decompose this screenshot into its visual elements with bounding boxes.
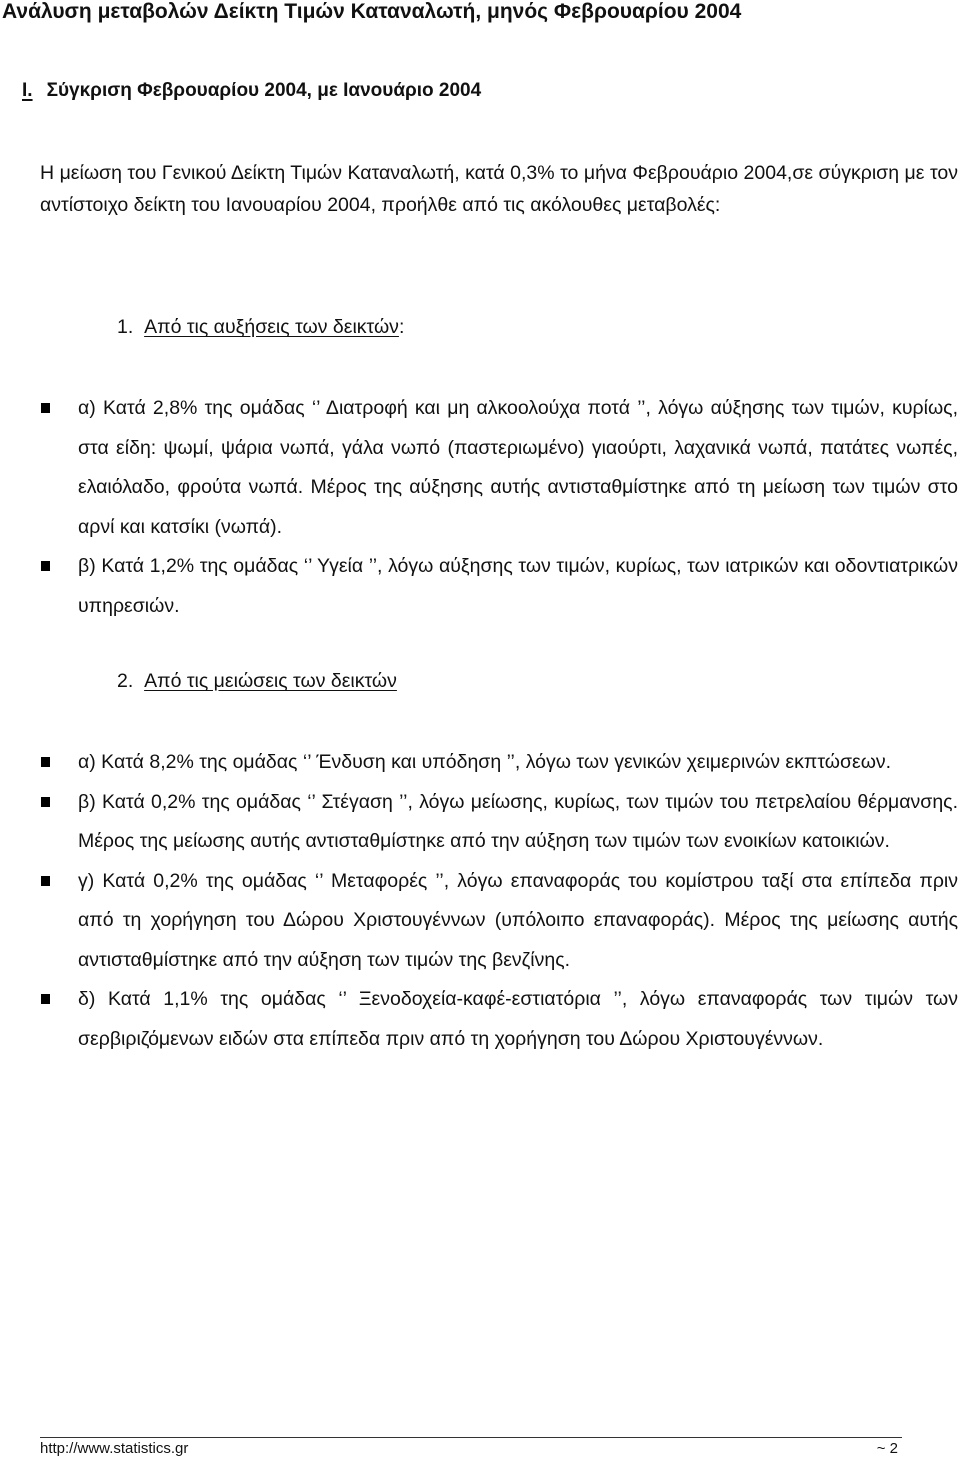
decreases-heading bbox=[117, 670, 397, 693]
list-item bbox=[0, 547, 960, 626]
square-bullet-icon bbox=[41, 797, 50, 807]
list-item bbox=[0, 389, 960, 547]
list-item-text: β) Κατά 1,2% της ομάδας ‘’ Υγεία ’’, λόγω αύξησης των τιμών, κυρίως, των ιατρικών και οδοντιατρικών υπηρεσιών. bbox=[78, 555, 958, 617]
list-item-text: α) Κατά 2,8% της ομάδας ‘’ Διατροφή και μη αλκοολούχα ποτά ’’, λόγω αύξησης των τιμών, κυρίως, στα είδη: ψωμί, ψάρια νωπά, γάλα νωπό (παστεριωμένο) γιαούρτι, λαχανικά νωπά, πατάτες νωπές, ελαιόλαδο, φρούτα νωπά. Μέρος της αύξησης αυτής αντισταθμίστηκε από τη μείωση των τιμών στο αρνί και κατσίκι (νωπά). bbox=[78, 397, 958, 538]
square-bullet-icon bbox=[41, 757, 50, 767]
increases-suffix: : bbox=[398, 316, 405, 338]
page-title: Ανάλυση μεταβολών Δείκτη Τιμών Καταναλωτή, μηνός Φεβρουαρίου 2004 bbox=[2, 0, 742, 23]
footer-url-link[interactable]: http://www.statistics.gr bbox=[40, 1440, 189, 1457]
list-item-text: α) Κατά 8,2% της ομάδας ‘’ Ένδυση και υπόδηση ’’, λόγω των γενικών χειμερινών εκπτώσεων. bbox=[78, 751, 892, 773]
list-item bbox=[0, 783, 960, 862]
list-item-text: β) Κατά 0,2% της ομάδας ‘’ Στέγαση ’’, λόγω μείωσης, κυρίως, των τιμών του πετρελαίου θέρμανσης. Μέρος της μείωσης αυτής αντισταθμίστηκε από την αύξηση των τιμών των ενοικίων κατοικιών. bbox=[78, 790, 958, 852]
decreases-list bbox=[0, 743, 960, 1059]
increases-label: Από τις αυξήσεις των δεικτών bbox=[144, 316, 399, 338]
square-bullet-icon bbox=[41, 876, 50, 886]
section-heading-text: Σύγκριση Φεβρουαρίου 2004, με Ιανουάριο 2004 bbox=[46, 80, 482, 101]
list-item bbox=[0, 743, 960, 783]
decreases-number: 2. bbox=[117, 670, 134, 692]
footer-page-number: ~ 2 bbox=[876, 1440, 898, 1457]
increases-list bbox=[0, 389, 960, 626]
square-bullet-icon bbox=[41, 403, 50, 413]
section-number: I. bbox=[22, 80, 33, 101]
footer-divider bbox=[40, 1437, 902, 1438]
square-bullet-icon bbox=[41, 561, 50, 571]
list-item bbox=[0, 862, 960, 981]
intro-paragraph: Η μείωση του Γενικού Δείκτη Τιμών Καταναλωτή, κατά 0,3% το μήνα Φεβρουάριο 2004,σε σύγκριση με τον αντίστοιχο δείκτη του Ιανουαρίου 2004, προήλθε από τις ακόλουθες μεταβολές: bbox=[40, 162, 958, 216]
section-heading bbox=[22, 80, 481, 102]
list-item-text: δ) Κατά 1,1% της ομάδας ‘’ Ξενοδοχεία-καφέ-εστιατόρια ’’, λόγω επαναφοράς των τιμών των σερβιριζόμενων ειδών στα επίπεδα πριν από τη χορήγηση του Δώρου Χριστουγέννων. bbox=[78, 988, 958, 1050]
square-bullet-icon bbox=[41, 994, 50, 1004]
increases-heading bbox=[117, 316, 404, 339]
increases-number: 1. bbox=[117, 316, 134, 338]
decreases-label: Από τις μειώσεις των δεικτών bbox=[144, 670, 397, 692]
list-item bbox=[0, 980, 960, 1059]
list-item-text: γ) Κατά 0,2% της ομάδας ‘’ Μεταφορές ’’, λόγω επαναφοράς του κομίστρου ταξί στα επίπεδα πριν από τη χορήγηση του Δώρου Χριστουγέννων (υπόλοιπο επαναφοράς). Μέρος της μείωσης αυτής αντισταθμίστηκε από την αύξηση των τιμών της βενζίνης. bbox=[78, 869, 958, 971]
